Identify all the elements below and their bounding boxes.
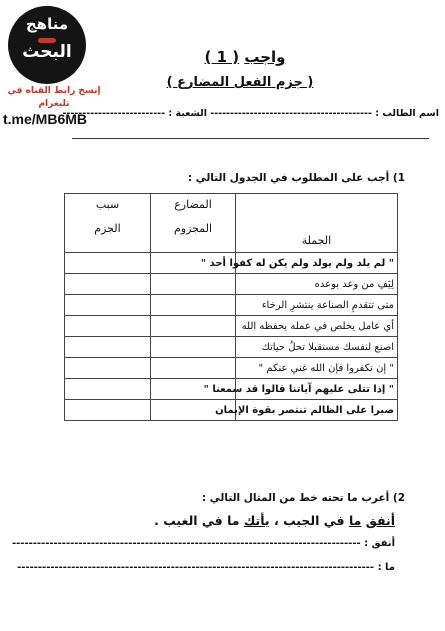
sentence-cell: متى تتقدمِ الصناعة ينتشرِ الرخاء xyxy=(236,295,398,316)
student-info xyxy=(62,108,439,119)
title-number: ( 1 ) xyxy=(204,48,240,66)
verb-answer-cell[interactable] xyxy=(151,274,236,295)
table-row xyxy=(65,400,398,421)
answer-label: ما : xyxy=(377,562,395,573)
sentence-cell: " إذا تتلى عليهم آياتنا قالوا قد سمعنا " xyxy=(236,379,398,400)
logo-line2: البحث xyxy=(22,42,72,62)
reason-answer-cell[interactable] xyxy=(65,337,151,358)
header-verb xyxy=(151,194,236,253)
reason-answer-cell[interactable] xyxy=(65,358,151,379)
answer-field[interactable]: -------------------------------------------------------------------------------------- xyxy=(17,562,375,573)
logo-line1: مناهج xyxy=(25,15,69,33)
header-sentence: الجملة xyxy=(236,194,398,253)
table-row xyxy=(65,316,398,337)
name-label: اسم الطالب : xyxy=(375,108,439,119)
section-field[interactable]: -------------------------- xyxy=(62,108,166,119)
verb-answer-cell[interactable] xyxy=(151,295,236,316)
question2-prompt: 2) أعرب ما تحته خط من المثال التالي : xyxy=(201,492,405,504)
sentence-part: ما في الغيب . xyxy=(154,513,240,528)
sentence-cell: لِيَفِ من وعد بوعده xyxy=(236,274,398,295)
answer-label: أنفق : xyxy=(364,538,395,549)
question1-table xyxy=(64,193,398,421)
reason-answer-cell[interactable] xyxy=(65,400,151,421)
header-verb-line1: المضارع xyxy=(174,198,212,211)
answer-line-2 xyxy=(17,562,395,573)
page-title xyxy=(150,48,340,66)
answer-line-1 xyxy=(12,538,395,549)
promo-line2: تليغرام xyxy=(38,99,70,109)
underlined-word-anfiq: أنفق xyxy=(365,513,395,528)
divider-line xyxy=(72,138,429,139)
promo-line1: إنسخ رابط القناه في xyxy=(7,86,101,96)
name-field[interactable]: ----------------------------------------- xyxy=(210,108,372,119)
sentence-cell: أي عامل يخلص في عمله يحفظه الله xyxy=(236,316,398,337)
reason-answer-cell[interactable] xyxy=(65,379,151,400)
promo-link[interactable]: t.me/MB6MB xyxy=(3,111,88,127)
header-reason xyxy=(65,194,151,253)
answer-field[interactable]: ------------------------------------------------------------------------------------ xyxy=(12,538,361,549)
sentence-cell: صبرا على الظالم تنتصر بقوة الإيمان xyxy=(236,400,398,421)
underlined-word-yatik: يأتك xyxy=(243,513,270,528)
reason-answer-cell[interactable] xyxy=(65,253,151,274)
table-row xyxy=(65,358,398,379)
page-subtitle xyxy=(140,75,340,90)
table-row xyxy=(65,274,398,295)
question1-prompt: 1) أجب على المطلوب في الجدول التالي : xyxy=(187,172,405,184)
header-reason-line2: الجزم xyxy=(94,222,121,235)
table-row xyxy=(65,253,398,274)
verb-answer-cell[interactable] xyxy=(151,316,236,337)
table-row xyxy=(65,295,398,316)
question2-sentence xyxy=(80,513,395,528)
sentence-cell: اصنع لنفسك مستقبلا تحلُ حياتك xyxy=(236,337,398,358)
verb-answer-cell[interactable] xyxy=(151,358,236,379)
underlined-word-ma: ما xyxy=(348,513,362,528)
verb-answer-cell[interactable] xyxy=(151,337,236,358)
sentence-cell: " لم يلد ولم يولد ولم يكن له كفوا أحد " xyxy=(236,253,398,274)
header-reason-line1: سبب xyxy=(95,198,120,211)
header-verb-line2: المجزوم xyxy=(173,222,213,235)
table-header-row xyxy=(65,194,398,253)
table-row xyxy=(65,379,398,400)
channel-logo xyxy=(8,6,86,84)
reason-answer-cell[interactable] xyxy=(65,274,151,295)
reason-answer-cell[interactable] xyxy=(65,295,151,316)
subtitle-text: ( جزم الفعل المضارع ) xyxy=(166,75,314,90)
sentence-cell: " إن تكفروا فإن الله غني عنكم " xyxy=(236,358,398,379)
title-prefix: واجب xyxy=(244,48,286,66)
reason-answer-cell[interactable] xyxy=(65,316,151,337)
sentence-part: في الجيب ، xyxy=(269,513,345,528)
section-label: الشعبة : xyxy=(168,108,207,119)
table-row xyxy=(65,337,398,358)
